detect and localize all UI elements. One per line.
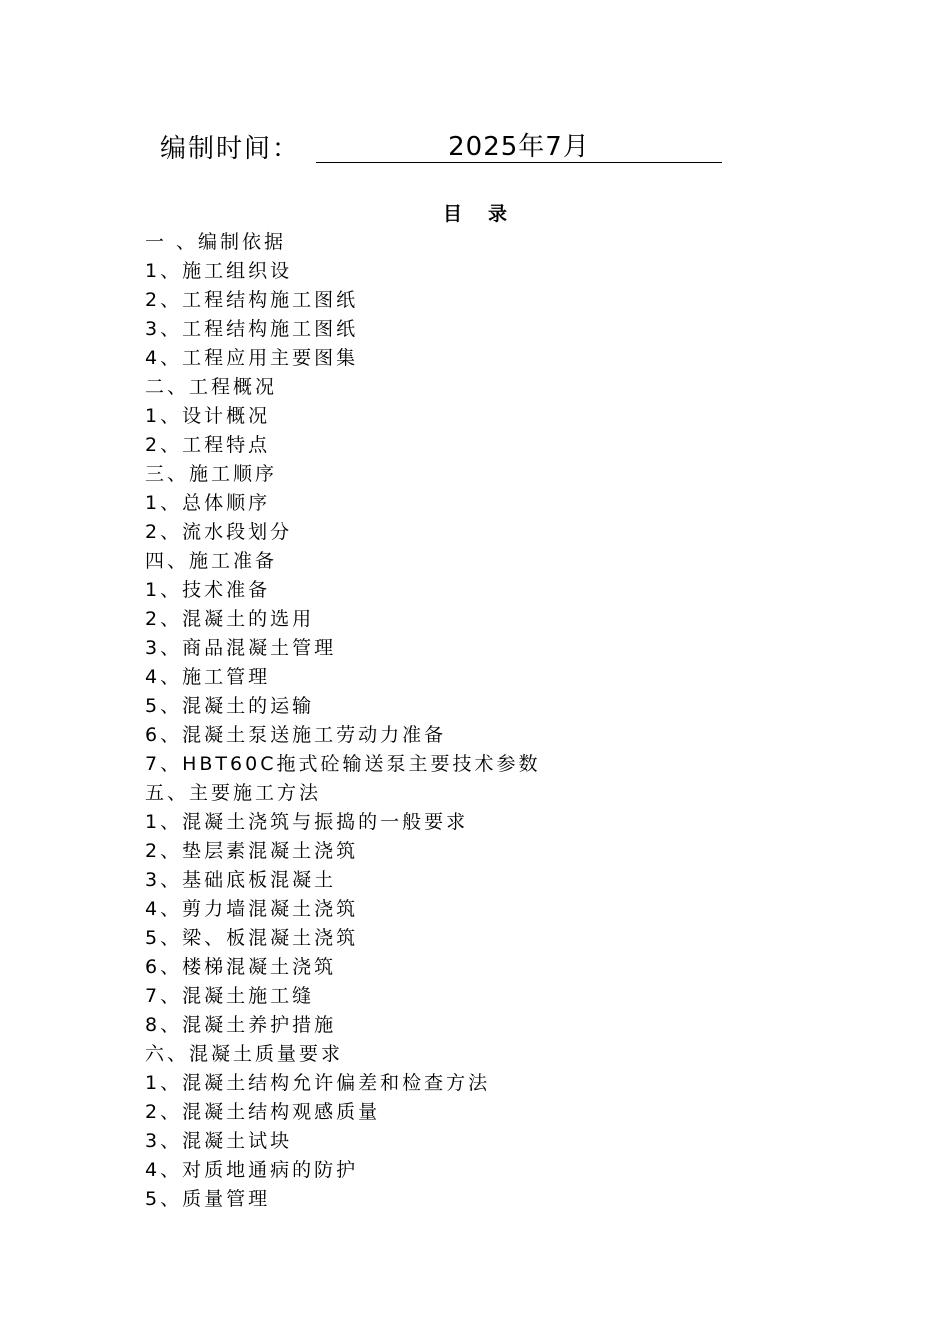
- toc-item: 3、商品混凝土管理: [145, 637, 337, 659]
- toc-item: 3、混凝土试块: [145, 1130, 293, 1152]
- compile-time-label: 编制时间：: [160, 134, 301, 164]
- toc-item: 1、技术准备: [145, 579, 271, 601]
- toc-item: 6、楼梯混凝土浇筑: [145, 956, 337, 978]
- toc-title: 目录: [442, 203, 533, 225]
- toc-item: 2、垫层素混凝土浇筑: [145, 840, 359, 862]
- toc-item: 7、HBT60C拖式砼输送泵主要技术参数: [145, 753, 541, 775]
- compile-time-row: [160, 130, 722, 170]
- toc-item: 六、混凝土质量要求: [145, 1043, 344, 1065]
- toc-item: 4、施工管理: [145, 666, 271, 688]
- toc-item: 3、基础底板混凝土: [145, 869, 337, 891]
- toc-item: 4、剪力墙混凝土浇筑: [145, 898, 359, 920]
- toc-item: 一 、编制依据: [145, 231, 287, 253]
- toc-item: 2、混凝土结构观感质量: [145, 1101, 381, 1123]
- table-of-contents: [145, 228, 845, 1214]
- toc-item: 2、工程结构施工图纸: [145, 289, 359, 311]
- toc-item: 5、梁、板混凝土浇筑: [145, 927, 359, 949]
- toc-item: 1、混凝土浇筑与振捣的一般要求: [145, 811, 469, 833]
- toc-item: 8、混凝土养护措施: [145, 1014, 337, 1036]
- toc-item: 1、混凝土结构允许偏差和检查方法: [145, 1072, 491, 1094]
- toc-item: 3、工程结构施工图纸: [145, 318, 359, 340]
- toc-item: 2、混凝土的选用: [145, 608, 315, 630]
- toc-item: 7、混凝土施工缝: [145, 985, 315, 1007]
- toc-item: 1、总体顺序: [145, 492, 271, 514]
- toc-item: 1、设计概况: [145, 405, 271, 427]
- toc-item: 2、流水段划分: [145, 521, 293, 543]
- toc-item: 1、施工组织设: [145, 260, 293, 282]
- toc-item: 6、混凝土泵送施工劳动力准备: [145, 724, 447, 746]
- compile-time-value: 2025年7月: [316, 130, 722, 163]
- toc-item: 5、混凝土的运输: [145, 695, 315, 717]
- toc-item: 四、施工准备: [145, 550, 278, 572]
- toc-item: 二、工程概况: [145, 376, 278, 398]
- toc-item: 2、工程特点: [145, 434, 271, 456]
- toc-item: 4、工程应用主要图集: [145, 347, 359, 369]
- toc-item: 三、施工顺序: [145, 463, 278, 485]
- toc-item: 五、主要施工方法: [145, 782, 322, 804]
- toc-item: 5、质量管理: [145, 1188, 271, 1210]
- toc-item: 4、对质地通病的防护: [145, 1159, 359, 1181]
